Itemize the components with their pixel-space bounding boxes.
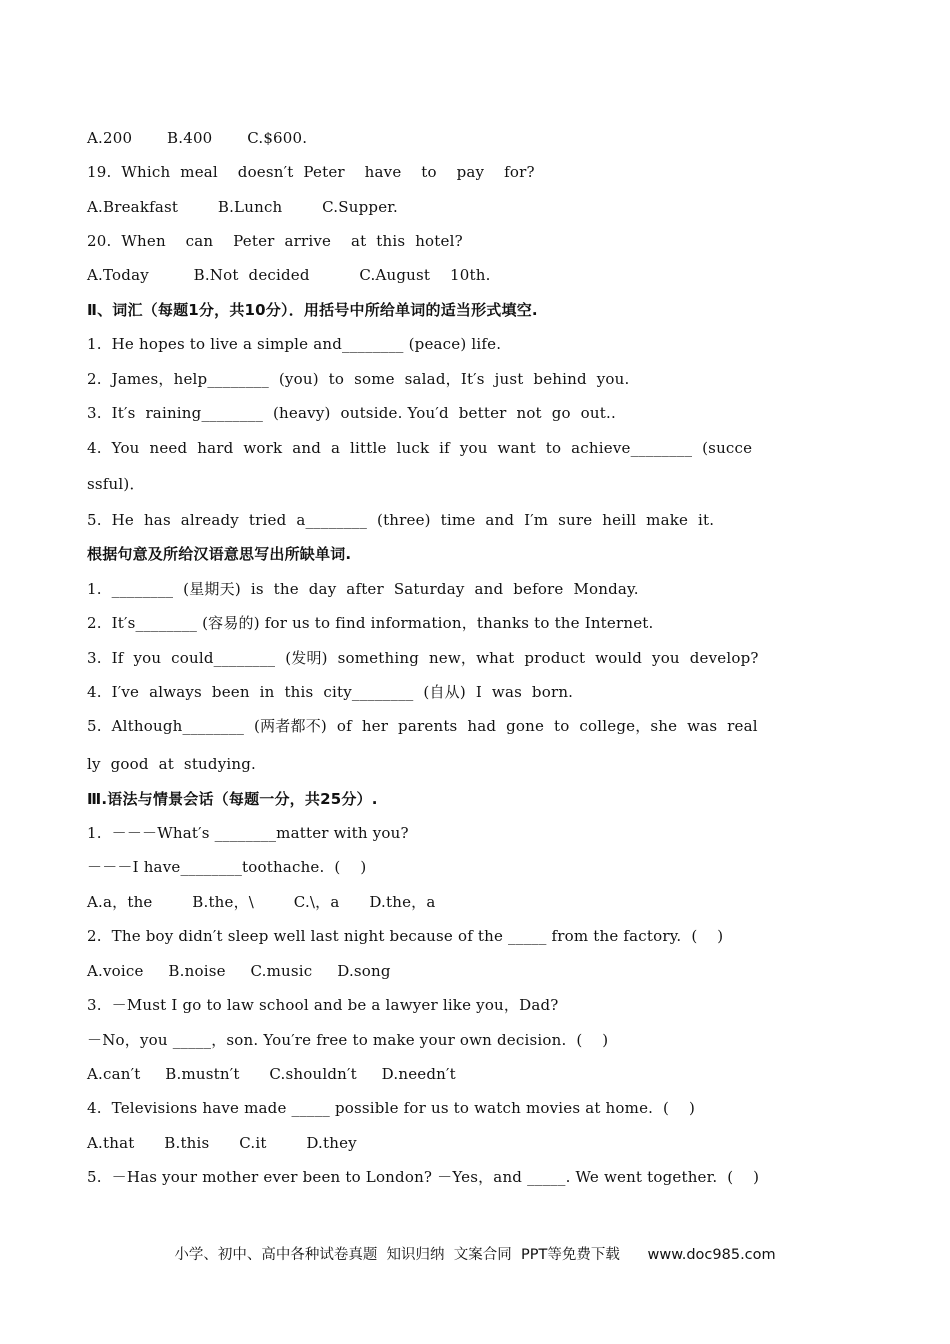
- fill-item-5: 5. Although________ (两者都不) of her parents had gone to college，she was real: [87, 717, 758, 735]
- vocab-item-2: 2. James，help________ (you) to some salad，It′s just behind you.: [87, 370, 630, 388]
- answer-options-20: A.Today B.Not decided C.August 10th.: [87, 266, 491, 284]
- answer-options-19: A.Breakfast B.Lunch C.Supper.: [87, 198, 398, 216]
- grammar-q1-line1: 1. －－－What′s ________matter with you?: [87, 824, 409, 842]
- grammar-q3-line1: 3. －Must I go to law school and be a lawyer like you，Dad?: [87, 996, 559, 1014]
- grammar-q3-line2: －No，you _____，son. You′re free to make your own decision. ( ): [87, 1031, 609, 1049]
- section-grammar-heading: Ⅲ.语法与情景会话（每题一分，共25分）.: [87, 790, 378, 808]
- grammar-q1-options: A.a，the B.the，\ C.\，a D.the，a: [87, 893, 436, 911]
- fill-item-2: 2. It′s________ (容易的) for us to find information，thanks to the Internet.: [87, 614, 654, 632]
- grammar-q2-options: A.voice B.noise C.music D.song: [87, 962, 391, 980]
- vocab-item-3: 3. It′s raining________ (heavy) outside. You′d better not go out..: [87, 404, 616, 422]
- fill-item-1: 1. ________ (星期天) is the day after Saturday and before Monday.: [87, 580, 639, 598]
- fill-item-4: 4. I′ve always been in this city________ (自从) I was born.: [87, 683, 574, 701]
- vocab-item-5: 5. He has already tried a________ (three) time and I′m sure heill make it.: [87, 511, 715, 529]
- fill-item-5-cont: ly good at studying.: [87, 755, 257, 773]
- question-20: 20. When can Peter arrive at this hotel?: [87, 232, 463, 250]
- grammar-q1-line2: －－－I have________toothache. ( ): [87, 858, 367, 876]
- section-vocabulary-heading: Ⅱ、词汇（每题1分，共10分）．用括号中所给单词的适当形式填空.: [87, 301, 538, 319]
- fill-item-3: 3. If you could________ (发明) something new，what product would you develop?: [87, 649, 759, 667]
- question-19: 19. Which meal doesn′t Peter have to pay for?: [87, 163, 535, 181]
- vocab-item-1: 1. He hopes to live a simple and________ (peace) life.: [87, 335, 502, 353]
- grammar-q2: 2. The boy didn′t sleep well last night because of the _____ from the factory. ( ): [87, 927, 724, 945]
- grammar-q5: 5. －Has your mother ever been to London? －Yes，and _____. We went together. ( ): [87, 1168, 760, 1186]
- grammar-q4: 4. Televisions have made _____ possible for us to watch movies at home. ( ): [87, 1099, 696, 1117]
- grammar-q3-options: A.can′t B.mustn′t C.shouldn′t D.needn′t: [87, 1065, 456, 1083]
- vocab-item-4-cont: ssful)．: [87, 475, 145, 493]
- page-footer: 小学、初中、高中各种试卷真题 知识归纳 文案合同 PPT等免费下载 www.doc985.com: [174, 1247, 776, 1263]
- grammar-q4-options: A.that B.this C.it D.they: [87, 1134, 357, 1152]
- answer-options-18: A.200 B.400 C.$600.: [87, 129, 308, 147]
- vocab-item-4: 4. You need hard work and a little luck if you want to achieve________ (succe: [87, 439, 753, 457]
- subsection-heading: 根据句意及所给汉语意思写出所缺单词.: [87, 545, 352, 563]
